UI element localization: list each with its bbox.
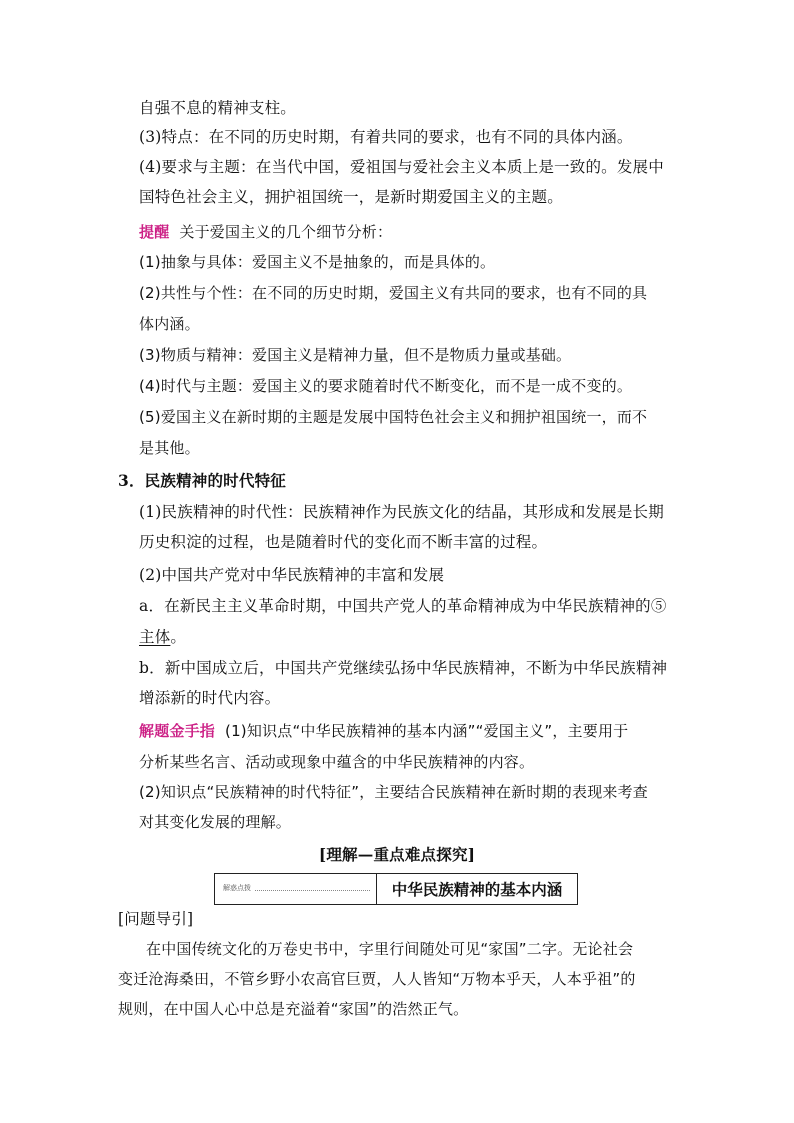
fill-blank-answer: 主体 — [139, 628, 171, 646]
topic-banner — [214, 873, 578, 905]
key-tip-line — [139, 721, 628, 741]
guide-paragraph: 规则，在中国人心中总是充溢着“家国”的浩然正气。 — [118, 1000, 469, 1018]
paragraph-line: a．在新民主主义革命时期，中国共产党人的革命精神成为中华民族精神的⑤ — [139, 597, 667, 615]
paragraph-line: 自强不息的精神支柱。 — [139, 99, 297, 117]
paragraph-line: (1)民族精神的时代性：民族精神作为民族文化的结晶，其形成和发展是长期 — [139, 503, 664, 521]
tip-item: (3)物质与精神：爱国主义是精神力量，但不是物质力量或基础。 — [139, 346, 572, 364]
key-tip-line: 对其变化发展的理解。 — [139, 813, 292, 831]
topic-banner-label: 解惑点拨 — [215, 874, 377, 904]
tip-item: (4)时代与主题：爱国主义的要求随着时代不断变化，而不是一成不变的。 — [139, 377, 633, 395]
paragraph-line: b．新中国成立后，中国共产党继续弘扬中华民族精神，不断为中华民族精神 — [139, 659, 668, 677]
guide-paragraph: 在中国传统文化的万卷史书中，字里行间随处可见“家国”二字。无论社会 — [146, 940, 634, 958]
paragraph-line: (3)特点：在不同的历史时期，有着共同的要求，也有不同的具体内涵。 — [139, 128, 633, 146]
tip-label: 提醒 — [139, 223, 170, 241]
tip-text: 关于爱国主义的几个细节分析： — [179, 223, 393, 241]
paragraph-line: (2)中国共产党对中华民族精神的丰富和发展 — [139, 566, 445, 584]
tip-item: (5)爱国主义在新时期的主题是发展中国特色社会主义和拥护祖国统一，而不 — [139, 408, 648, 426]
tip-item: (2)共性与个性：在不同的历史时期，爱国主义有共同的要求，也有不同的具 — [139, 284, 648, 302]
key-tip-line: (2)知识点“民族精神的时代特征”，主要结合民族精神在新时期的表现来考查 — [139, 783, 648, 801]
topic-banner-title: 中华民族精神的基本内涵 — [391, 881, 563, 899]
paragraph-line: 主体。 — [139, 628, 187, 646]
tip-item: (1)抽象与具体：爱国主义不是抽象的，而是具体的。 — [139, 253, 496, 271]
section-heading-3: 3．民族精神的时代特征 — [118, 471, 286, 490]
section-heading: [理解—重点难点探究] — [318, 845, 476, 864]
tip-item: 体内涵。 — [139, 315, 200, 333]
tip-item: 是其他。 — [139, 439, 200, 457]
key-tip-line: 分析某些名言、活动或现象中蕴含的中华民族精神的内容。 — [139, 753, 535, 771]
guide-paragraph: 变迁沧海桑田，不管乡野小农高官巨贾，人人皆知“万物本乎天，人本乎祖”的 — [118, 970, 636, 988]
tip-line — [139, 222, 392, 242]
paragraph-line: 历史积淀的过程，也是随着时代的变化而不断丰富的过程。 — [139, 533, 548, 551]
dotted-rule — [255, 890, 370, 891]
paragraph-line: (4)要求与主题：在当代中国，爱祖国与爱社会主义本质上是一致的。发展中 — [139, 158, 664, 176]
key-tip-text: (1)知识点“中华民族精神的基本内涵”“爱国主义”，主要用于 — [225, 722, 629, 740]
paragraph-line: 增添新的时代内容。 — [139, 689, 281, 707]
guide-heading: [问题导引] — [118, 910, 194, 928]
paragraph-line: 国特色社会主义，拥护祖国统一，是新时期爱国主义的主题。 — [139, 188, 563, 206]
key-tip-label: 解题金手指 — [139, 722, 216, 740]
